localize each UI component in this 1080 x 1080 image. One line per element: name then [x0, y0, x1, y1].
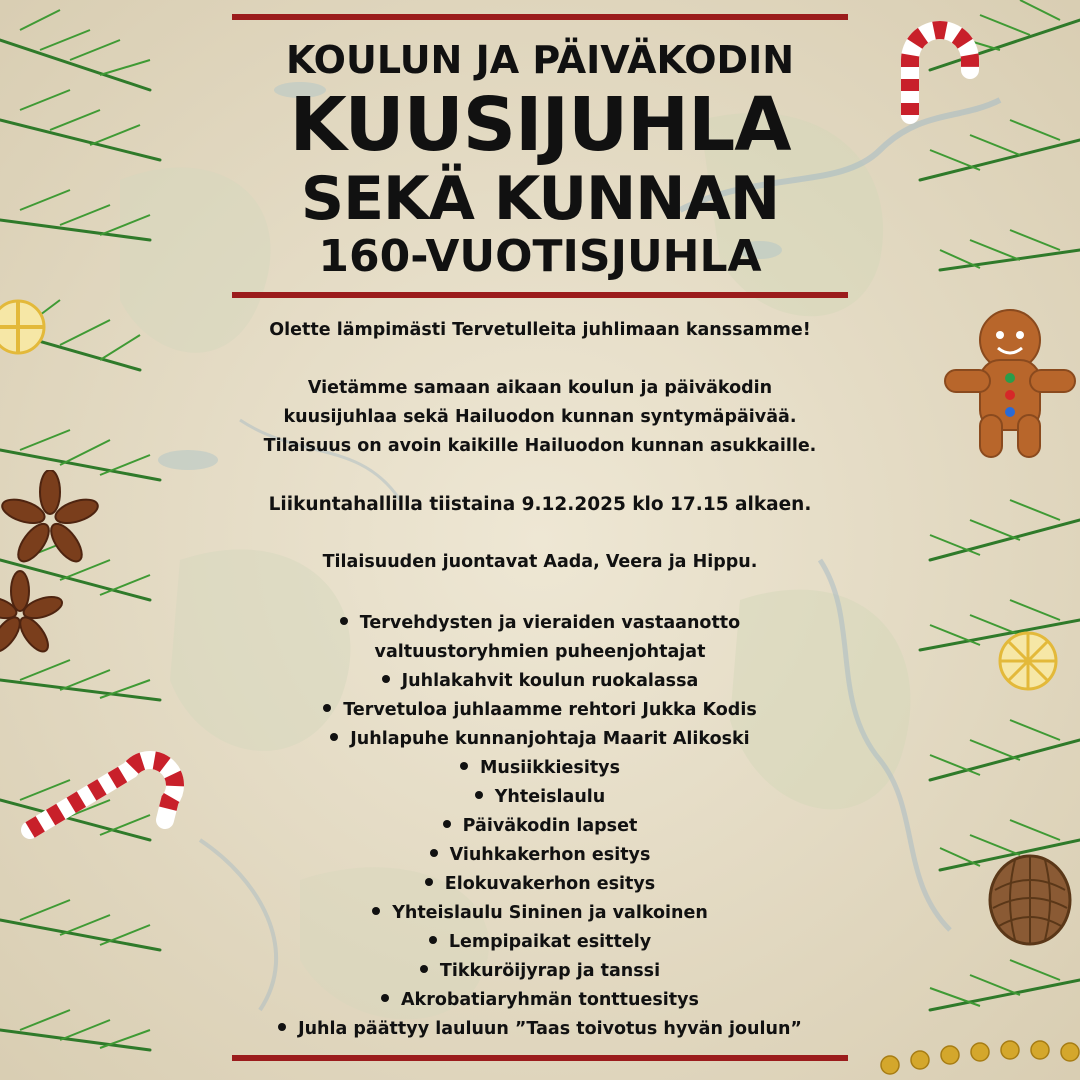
bullet-icon: [340, 617, 348, 625]
title-line-4: 160-VUOTISJUHLA: [318, 231, 762, 282]
program-item: Yhteislaulu: [180, 783, 900, 812]
pine-cone-icon: [985, 850, 1075, 950]
description-line-2: kuusijuhlaa sekä Hailuodon kunnan syntymäpäivää.: [283, 407, 797, 427]
title-line-2: KUUSIJUHLA: [289, 82, 791, 168]
intro-section: [180, 316, 900, 577]
program-item-subline: valtuustoryhmien puheenjohtajat: [374, 642, 706, 662]
title-top-rule: [232, 14, 848, 20]
program-item: Elokuvakerhon esitys: [180, 870, 900, 899]
bullet-icon: [429, 936, 437, 944]
bullet-icon: [372, 907, 380, 915]
footer-rule: [232, 1055, 848, 1061]
welcome-text: Olette lämpimästi Tervetulleita juhlimaan kanssamme!: [269, 320, 811, 340]
title-line-3: SEKÄ KUNNAN: [300, 164, 780, 234]
bullet-icon: [425, 878, 433, 886]
bullet-icon: [278, 1023, 286, 1031]
bullet-icon: [420, 965, 428, 973]
bullet-icon: [443, 820, 451, 828]
time-place-text: Liikuntahallilla tiistaina 9.12.2025 klo 17.15 alkaen.: [268, 494, 812, 515]
program-item: Akrobatiaryhmän tonttuesitys: [180, 986, 900, 1015]
candy-cane-icon: [890, 15, 990, 125]
program-item: Musiikkiesitys: [180, 754, 900, 783]
program-item: Lempipaikat esittely: [180, 928, 900, 957]
program-item: Juhlakahvit koulun ruokalassa: [180, 667, 900, 696]
program-item: Päiväkodin lapset: [180, 812, 900, 841]
program-item: Juhla päättyy lauluun ”Taas toivotus hyvän joulun”: [180, 1015, 900, 1044]
wrapped-candy-icon: [995, 628, 1065, 698]
program-item: Tervehdysten ja vieraiden vastaanotto valtuustoryhmien puheenjohtajat: [180, 609, 900, 667]
program-item: Tervetuloa juhlaamme rehtori Jukka Kodis: [180, 696, 900, 725]
bullet-icon: [323, 704, 331, 712]
program-list: [180, 609, 900, 1044]
title-line-1: KOULUN JA PÄIVÄKODIN: [285, 38, 795, 82]
program-item: Yhteislaulu Sininen ja valkoinen: [180, 899, 900, 928]
wrapped-candy-icon: [0, 295, 50, 365]
program-item: Viuhkakerhon esitys: [180, 841, 900, 870]
bullet-icon: [381, 994, 389, 1002]
candy-cane-icon: [20, 730, 190, 840]
program-item: Tikkuröijyrap ja tanssi: [180, 957, 900, 986]
bullet-icon: [475, 791, 483, 799]
hosts-text: Tilaisuuden juontavat Aada, Veera ja Hippu.: [322, 552, 758, 572]
star-anise-icon: [0, 470, 110, 670]
bullet-icon: [460, 762, 468, 770]
bullet-icon: [330, 733, 338, 741]
gingerbread-man-icon: [940, 300, 1080, 460]
description-line-1: Vietämme samaan aikaan koulun ja päiväkodin: [307, 378, 773, 398]
bullet-icon: [430, 849, 438, 857]
bullet-icon: [382, 675, 390, 683]
program-item: Juhlapuhe kunnanjohtaja Maarit Alikoski: [180, 725, 900, 754]
description-line-3: Tilaisuus on avoin kaikille Hailuodon kunnan asukkaille.: [263, 436, 817, 456]
title-bottom-rule: [232, 292, 848, 298]
